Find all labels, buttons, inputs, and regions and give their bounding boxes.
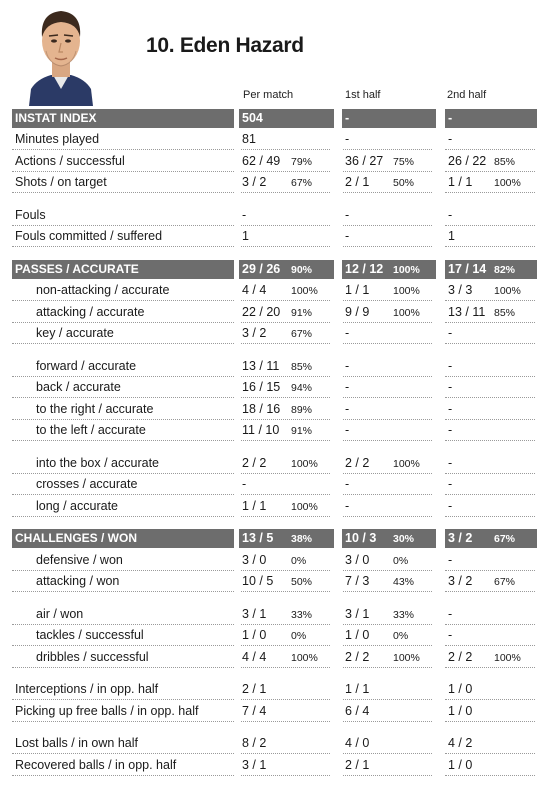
stat-percent: 85% — [494, 306, 516, 319]
stat-percent: 100% — [393, 263, 420, 276]
stat-value: - — [448, 477, 453, 492]
stat-value: - — [345, 207, 350, 222]
stat-percent: 90% — [291, 263, 313, 276]
stat-percent: 85% — [494, 155, 516, 168]
stat-value: 3 / 1 — [242, 757, 267, 772]
stat-value: 13 / 11 — [448, 304, 486, 319]
stat-value: 1 / 0 — [345, 628, 370, 643]
stat-percent: 50% — [291, 576, 313, 589]
stat-value: - — [448, 455, 453, 470]
stat-row — [0, 755, 551, 776]
stat-value: 4 / 4 — [242, 649, 267, 664]
stat-row — [0, 496, 551, 517]
stat-value: 3 / 0 — [242, 552, 267, 567]
stat-row — [0, 280, 551, 301]
row-divider — [445, 343, 535, 344]
row-divider — [445, 516, 535, 517]
stat-value: 36 / 27 — [345, 153, 384, 168]
section-header-row — [0, 528, 551, 549]
stat-value: - — [345, 132, 350, 147]
stat-label: INSTAT INDEX — [15, 110, 97, 125]
stat-percent: 67% — [291, 177, 313, 190]
stat-value: - — [448, 552, 453, 567]
stat-value: - — [345, 229, 350, 244]
stat-value: 1 / 0 — [448, 703, 473, 718]
stat-row — [0, 604, 551, 625]
stat-row — [0, 226, 551, 247]
stat-value: 1 / 0 — [242, 628, 267, 643]
stat-value: - — [345, 401, 350, 416]
stat-value: 1 / 1 — [448, 175, 473, 190]
player-title: 10. Eden Hazard — [146, 34, 304, 57]
stat-label: dribbles / successful — [36, 649, 149, 664]
stat-value: - — [448, 132, 453, 147]
section-header-row — [0, 108, 551, 129]
stat-percent: 79% — [291, 155, 313, 168]
stat-label: tackles / successful — [36, 628, 144, 643]
stat-row — [0, 701, 551, 722]
stat-value: 3 / 1 — [242, 606, 267, 621]
stat-row — [0, 151, 551, 172]
stat-value: - — [345, 380, 350, 395]
stat-percent: 75% — [393, 155, 415, 168]
stat-row — [0, 129, 551, 150]
stat-percent: 100% — [494, 651, 521, 664]
stat-percent: 85% — [291, 360, 313, 373]
stat-value: - — [448, 498, 453, 513]
stat-label: attacking / won — [36, 574, 120, 589]
section-header-row — [0, 259, 551, 280]
col-header-2nd-half: 2nd half — [447, 89, 487, 101]
row-divider — [343, 246, 432, 247]
stat-value: 16 / 15 — [242, 380, 281, 395]
stat-value: 3 / 2 — [242, 175, 267, 190]
stat-value: 3 / 2 — [448, 531, 473, 546]
stat-value: 4 / 0 — [345, 736, 370, 751]
stat-percent: 82% — [494, 263, 516, 276]
stat-value: - — [448, 358, 453, 373]
stat-value: 2 / 1 — [242, 682, 267, 697]
stat-percent: 100% — [291, 457, 318, 470]
stat-value: 1 / 0 — [448, 757, 473, 772]
stat-value: 3 / 0 — [345, 552, 370, 567]
stat-value: - — [448, 326, 453, 341]
stat-value: 1 — [242, 229, 249, 244]
stat-value: 9 / 9 — [345, 304, 370, 319]
stat-value: - — [345, 326, 350, 341]
stat-row — [0, 679, 551, 700]
stat-value: 1 / 1 — [242, 498, 267, 513]
stat-row — [0, 550, 551, 571]
stat-value: 29 / 26 — [242, 261, 281, 276]
stat-value: - — [345, 498, 350, 513]
stat-value: 3 / 2 — [448, 574, 473, 589]
stat-percent: 67% — [291, 328, 313, 341]
stat-value: 2 / 1 — [345, 175, 370, 190]
stat-row — [0, 647, 551, 668]
stat-value: 3 / 3 — [448, 283, 473, 298]
stat-percent: 67% — [494, 576, 516, 589]
stat-row — [0, 323, 551, 344]
stat-label: Shots / on target — [15, 175, 107, 190]
stat-value: - — [448, 423, 453, 438]
stat-percent: 100% — [393, 651, 420, 664]
stat-label: Picking up free balls / in opp. half — [15, 703, 199, 718]
row-divider — [445, 440, 535, 441]
stat-percent: 89% — [291, 403, 313, 416]
stat-value: 26 / 22 — [448, 153, 487, 168]
stat-value: 3 / 1 — [345, 606, 370, 621]
stat-label: non-attacking / accurate — [36, 283, 170, 298]
stat-label: back / accurate — [36, 380, 121, 395]
stat-label: Fouls committed / suffered — [15, 229, 163, 244]
stat-label: defensive / won — [36, 552, 123, 567]
stat-label: Actions / successful — [15, 153, 125, 168]
header-bar — [445, 109, 537, 128]
stat-percent: 100% — [393, 285, 420, 298]
stat-label: long / accurate — [36, 498, 118, 513]
stat-value: 6 / 4 — [345, 703, 370, 718]
stat-value: - — [242, 477, 247, 492]
stat-percent: 0% — [393, 554, 409, 567]
stat-row — [0, 420, 551, 441]
stat-label: into the box / accurate — [36, 455, 159, 470]
stat-value: - — [345, 110, 350, 125]
stat-percent: 33% — [393, 608, 415, 621]
stat-value: 1 / 1 — [345, 682, 370, 697]
stat-label: Lost balls / in own half — [15, 736, 138, 751]
stat-value: 11 / 10 — [242, 423, 280, 438]
stat-label: crosses / accurate — [36, 477, 138, 492]
stat-label: CHALLENGES / WON — [15, 531, 137, 546]
stat-row — [0, 733, 551, 754]
stat-value: 3 / 2 — [242, 326, 267, 341]
stat-percent: 100% — [291, 285, 318, 298]
stat-percent: 100% — [291, 651, 318, 664]
stat-label: Recovered balls / in opp. half — [15, 757, 177, 772]
col-header-1st-half: 1st half — [345, 89, 381, 101]
stat-value: 4 / 4 — [242, 283, 267, 298]
stat-value: - — [345, 423, 350, 438]
stat-row — [0, 453, 551, 474]
stat-percent: 100% — [291, 500, 318, 513]
stat-value: 504 — [242, 110, 263, 125]
stat-value: - — [242, 207, 247, 222]
stat-percent: 33% — [291, 608, 313, 621]
stat-percent: 0% — [291, 630, 307, 643]
stat-value: 22 / 20 — [242, 304, 281, 319]
stat-value: 12 / 12 — [345, 261, 384, 276]
stat-value: 2 / 2 — [242, 455, 267, 470]
stat-value: 18 / 16 — [242, 401, 281, 416]
stat-value: 1 — [448, 229, 455, 244]
stat-value: 62 / 49 — [242, 153, 281, 168]
stat-percent: 100% — [393, 457, 420, 470]
header-bar — [342, 109, 436, 128]
stat-value: 10 / 5 — [242, 574, 274, 589]
stat-value: - — [448, 110, 453, 125]
stat-value: 2 / 2 — [345, 455, 370, 470]
stat-row — [0, 625, 551, 646]
stat-row — [0, 205, 551, 226]
stat-value: 4 / 2 — [448, 736, 473, 751]
stat-percent: 100% — [494, 177, 521, 190]
stat-value: 17 / 14 — [448, 261, 487, 276]
stat-row — [0, 356, 551, 377]
stat-value: - — [448, 207, 453, 222]
stat-value: - — [448, 628, 453, 643]
stat-percent: 0% — [291, 554, 307, 567]
stat-value: 2 / 2 — [345, 649, 370, 664]
stat-value: 1 / 1 — [345, 283, 370, 298]
row-divider — [343, 343, 432, 344]
row-divider — [445, 246, 535, 247]
stat-value: 10 / 3 — [345, 531, 377, 546]
stat-percent: 100% — [393, 306, 420, 319]
stat-row — [0, 377, 551, 398]
player-avatar — [27, 3, 95, 106]
stat-label: to the left / accurate — [36, 423, 146, 438]
row-divider — [343, 516, 432, 517]
stat-row — [0, 399, 551, 420]
stat-label: attacking / accurate — [36, 304, 145, 319]
stat-value: 8 / 2 — [242, 736, 267, 751]
stat-row — [0, 474, 551, 495]
row-divider — [241, 246, 330, 247]
stat-value: 81 — [242, 132, 256, 147]
stat-value: 1 / 0 — [448, 682, 473, 697]
stat-value: - — [448, 606, 453, 621]
stat-percent: 67% — [494, 533, 516, 546]
stat-percent: 91% — [291, 306, 313, 319]
stat-value: - — [448, 380, 453, 395]
stat-label: Fouls — [15, 207, 46, 222]
stat-percent: 91% — [291, 425, 313, 438]
stat-value: - — [345, 358, 350, 373]
stat-percent: 0% — [393, 630, 409, 643]
stat-label: to the right / accurate — [36, 401, 154, 416]
stat-value: - — [448, 401, 453, 416]
stat-percent: 94% — [291, 382, 313, 395]
stat-value: 7 / 3 — [345, 574, 370, 589]
stat-percent: 50% — [393, 177, 415, 190]
stat-row — [0, 302, 551, 323]
stat-row — [0, 172, 551, 193]
stat-label: air / won — [36, 606, 84, 621]
stat-percent: 30% — [393, 533, 415, 546]
stat-label: key / accurate — [36, 326, 114, 341]
stat-value: 2 / 2 — [448, 649, 473, 664]
row-divider — [343, 440, 432, 441]
stat-value: - — [345, 477, 350, 492]
stat-label: Interceptions / in opp. half — [15, 682, 159, 697]
stat-value: 7 / 4 — [242, 703, 267, 718]
stat-label: forward / accurate — [36, 358, 137, 373]
stat-value: 13 / 5 — [242, 531, 274, 546]
stat-percent: 100% — [494, 285, 521, 298]
col-header-per-match: Per match — [243, 89, 294, 101]
stat-row — [0, 571, 551, 592]
stat-value: 13 / 11 — [242, 358, 280, 373]
stat-label: Minutes played — [15, 132, 100, 147]
player-photo — [27, 3, 95, 106]
stat-percent: 38% — [291, 533, 313, 546]
stat-value: 2 / 1 — [345, 757, 370, 772]
stat-percent: 43% — [393, 576, 415, 589]
stat-label: PASSES / ACCURATE — [15, 261, 139, 276]
